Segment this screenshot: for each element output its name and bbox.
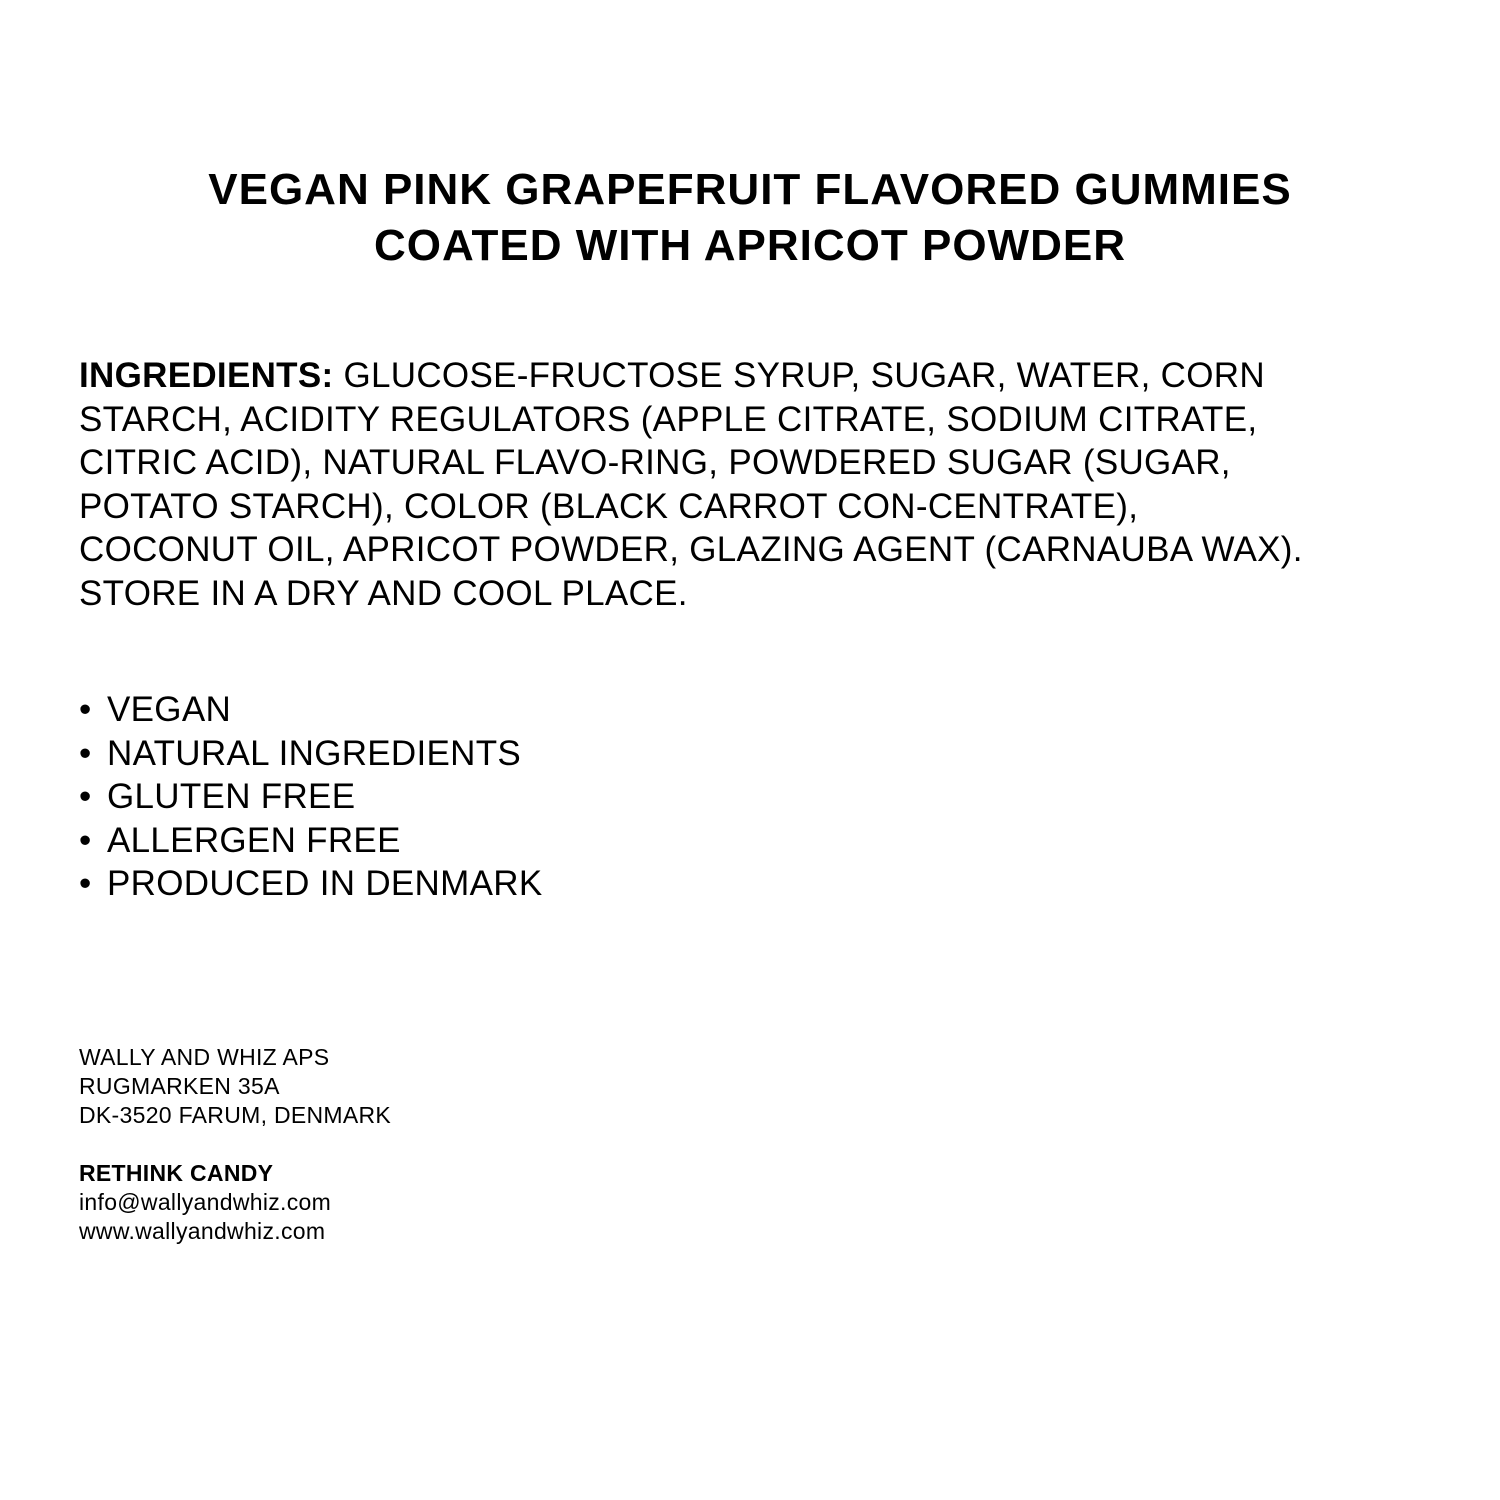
brand-tagline: RETHINK CANDY bbox=[79, 1160, 274, 1186]
bullet-icon: • bbox=[79, 820, 92, 860]
email-link[interactable]: info@wallyandwhiz.com bbox=[79, 1189, 332, 1215]
ingredients-line: STARCH, ACIDITY REGULATORS (APPLE CITRATE, SODIUM CITRATE, bbox=[79, 399, 1258, 439]
bullet-icon: • bbox=[79, 777, 92, 816]
bullet-icon: • bbox=[79, 733, 92, 773]
feature-list bbox=[79, 688, 542, 906]
product-title-line-2: COATED WITH APRICOT POWDER bbox=[374, 221, 1126, 270]
company-name: WALLY AND WHIZ APS bbox=[79, 1044, 330, 1070]
ingredients-block bbox=[79, 354, 1449, 615]
ingredients-label: INGREDIENTS: bbox=[79, 356, 334, 395]
product-title bbox=[0, 162, 1500, 274]
bullet-icon: • bbox=[79, 864, 92, 903]
contact-block bbox=[79, 1159, 331, 1246]
ingredients-line: POTATO STARCH), COLOR (BLACK CARROT CON-CENTRATE), bbox=[79, 486, 1139, 526]
feature-item: • NATURAL INGREDIENTS bbox=[79, 732, 542, 776]
website-link[interactable]: www.wallyandwhiz.com bbox=[79, 1218, 326, 1244]
ingredients-line: CITRIC ACID), NATURAL FLAVO-RING, POWDERED SUGAR (SUGAR, bbox=[79, 443, 1231, 482]
storage-instructions: STORE IN A DRY AND COOL PLACE. bbox=[79, 573, 688, 613]
feature-item: • GLUTEN FREE bbox=[79, 775, 542, 819]
product-title-line-1: VEGAN PINK GRAPEFRUIT FLAVORED GUMMIES bbox=[208, 165, 1292, 214]
feature-item: • PRODUCED IN DENMARK bbox=[79, 862, 542, 906]
ingredients-text: GLUCOSE-FRUCTOSE SYRUP, SUGAR, WATER, CORN bbox=[333, 356, 1265, 395]
ingredients-line bbox=[79, 354, 1449, 398]
feature-item: • ALLERGEN FREE bbox=[79, 819, 542, 863]
street-address: RUGMARKEN 35A bbox=[79, 1073, 280, 1099]
city-address: DK-3520 FARUM, DENMARK bbox=[79, 1102, 392, 1128]
bullet-icon: • bbox=[79, 690, 92, 729]
company-address bbox=[79, 1043, 391, 1130]
feature-item: • VEGAN bbox=[79, 688, 542, 732]
ingredients-line: COCONUT OIL, APRICOT POWDER, GLAZING AGENT (CARNAUBA WAX). bbox=[79, 530, 1303, 569]
